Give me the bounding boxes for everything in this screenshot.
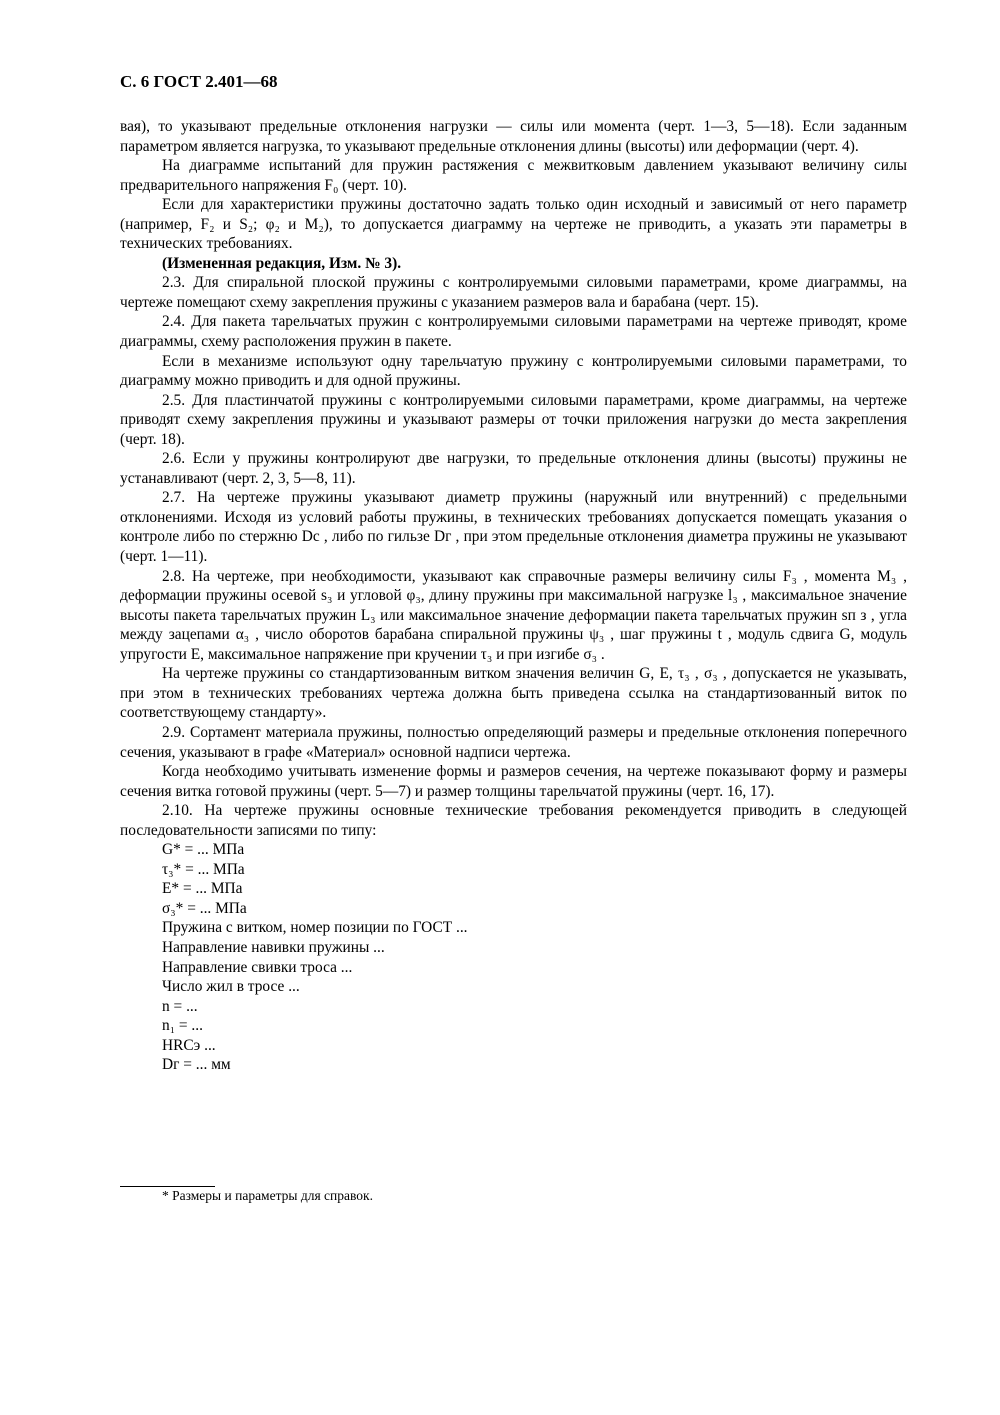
spec-line: E* = ... МПа xyxy=(162,880,243,898)
page-header: С. 6 ГОСТ 2.401—68 xyxy=(120,72,278,91)
paragraph: Если для характеристики пружины достаточно задать только один исходный и зависимый от него параметр (например, F₂ и S₂; φ₂ и M₂), то допускается диаграмму на чертеже не приводить, а указать эти параметры в технических требованиях. xyxy=(120,196,907,253)
paragraph: 2.5. Для пластинчатой пружины с контролируемыми силовыми параметрами, кроме диаграммы, на чертеже приводят схему закрепления пружины и указывают размеры от точки приложения нагрузки до места закрепления (черт. 18). xyxy=(120,391,907,448)
paragraph: 2.7. На чертеже пружины указывают диаметр пружины (наружный или внутренний) с предельными отклонениями. Исходя из условий работы пружины, в технических требованиях допускается помещать указания о контроле либо по стержню Dc , либо по гильзе Dг , при этом предельные отклонения диаметра пружины не указывают (черт. 1—11). xyxy=(120,489,907,566)
spec-line: Dг = ... мм xyxy=(162,1056,231,1074)
spec-line: n₁ = ... xyxy=(162,1017,203,1035)
paragraph: 2.9. Сортамент материала пружины, полностью определяющий размеры и предельные отклонения поперечного сечения, указывают в графе «Материал» основной надписи чертежа. xyxy=(120,723,907,761)
paragraph: На диаграмме испытаний для пружин растяжения с межвитковым давлением указывают величину силы предварительного напряжения F₀ (черт. 10). xyxy=(120,157,907,194)
requirements-list xyxy=(162,840,907,1075)
revision-note: (Измененная редакция, Изм. № 3). xyxy=(162,254,402,272)
paragraph: 2.8. На чертеже, при необходимости, указывают как справочные размеры величину силы F₃ , момента M₃ , деформации пружины осевой s₃ и угловой φ₃, длину пружины при максимальной нагрузке l₃ , максимальное значение высоты пакета тарельчатых пружин L₃ или максимальное значение деформации пакета тарельчатых пружин sп з , угла между зацепами α₃ , число оборотов барабана спиральной пружины ψ₃ , шаг пружины t , модуль сдвига G, модуль упругости E, максимальное напряжение при кручении τ₃ и при изгибе σ₃ . xyxy=(120,567,907,663)
paragraph: 2.10. На чертеже пружины основные технические требования рекомендуется приводить в следующей последовательности записями по типу: xyxy=(120,802,907,839)
spec-line: Направление свивки троса ... xyxy=(162,958,353,976)
paragraph: 2.3. Для спиральной плоской пружины с контролируемыми силовыми параметрами, кроме диаграммы, на чертеже помещают схему закрепления пружины с указанием размеров вала и барабана (черт. 15). xyxy=(120,274,907,311)
spec-line: Пружина с витком, номер позиции по ГОСТ ... xyxy=(162,919,468,937)
spec-line: σ₃* = ... МПа xyxy=(162,899,247,917)
spec-line: G* = ... МПа xyxy=(162,841,245,859)
paragraph: 2.6. Если у пружины контролируют две нагрузки, то предельные отклонения длины (высоты) пружины не устанавливают (черт. 2, 3, 5—8, 11). xyxy=(120,450,907,487)
footnote-divider xyxy=(120,1186,215,1187)
paragraph: вая), то указывают предельные отклонения нагрузки — силы или момента (черт. 1—3, 5—18). Если заданным параметром является нагрузка, то указывают предельные отклонения длины (высоты) или деформации (черт. 4). xyxy=(120,118,907,155)
paragraph: 2.4. Для пакета тарельчатых пружин с контролируемыми силовыми параметрами на чертеже приводят, кроме диаграммы, схему расположения пружин в пакете. xyxy=(120,313,907,351)
spec-line: Направление навивки пружины ... xyxy=(162,938,385,956)
paragraph: Когда необходимо учитывать изменение формы и размеров сечения, на чертеже показывают форму и размеры сечения витка готовой пружины (черт. 5—7) и размер толщины тарельчатой пружины (черт. 16, 17). xyxy=(120,763,907,800)
paragraph: На чертеже пружины со стандартизованным витком значения величин G, E, τ₃ , σ₃ , допускается не указывать, при этом в технических требованиях чертежа должна быть приведена ссылка на стандартизованный виток по соответствующему стандарту». xyxy=(120,665,907,722)
footnote: * Размеры и параметры для справок. xyxy=(162,1188,373,1203)
spec-line: HRCэ ... xyxy=(162,1036,216,1054)
paragraph: Если в механизме используют одну тарельчатую пружину с контролируемыми силовыми параметрами, то диаграмму можно приводить и для одной пружины. xyxy=(120,352,907,390)
spec-line: Число жил в тросе ... xyxy=(162,978,300,996)
spec-line: τ₃* = ... МПа xyxy=(162,860,245,878)
document-body xyxy=(120,117,907,1075)
spec-line: n = ... xyxy=(162,997,198,1015)
